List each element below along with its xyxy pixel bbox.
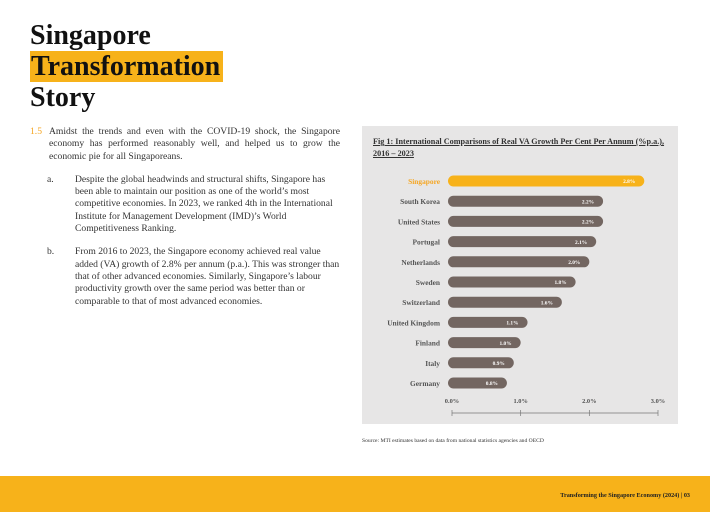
footer-separator: | bbox=[680, 492, 683, 499]
data-label: 0.8% bbox=[485, 381, 498, 388]
bar-portugal bbox=[448, 236, 596, 247]
paragraph-text: Amidst the trends and even with the COVID-19 shock, the Singapore economy has performed reasonably well, and helped us to grow the economic pie for all Singaporeans. bbox=[49, 126, 340, 162]
title-highlight: Transformation bbox=[30, 51, 223, 82]
source-note: Source: MTI estimates based on data from national statistics agencies and OECD bbox=[362, 438, 544, 444]
bar-singapore bbox=[448, 176, 644, 187]
bar-germany bbox=[448, 378, 507, 389]
data-label: 1.8% bbox=[554, 280, 567, 287]
category-label: Italy bbox=[425, 358, 440, 368]
data-label: 0.9% bbox=[492, 361, 505, 367]
list-item-b bbox=[30, 246, 340, 307]
bar-united-states bbox=[448, 216, 603, 227]
category-label: South Korea bbox=[400, 197, 440, 207]
list-item-text: From 2016 to 2023, the Singapore economy achieved real value added (VA) growth of 2.8% per annum (p.a.). This was stronger than that of other advanced economies. Similarly, Singapore’s labour productivity growth over the same period was better than or comparable to that of most advanced economies. bbox=[75, 246, 340, 307]
category-label: United States bbox=[397, 217, 440, 227]
category-label: Switzerland bbox=[402, 298, 440, 308]
category-label: Finland bbox=[415, 338, 440, 348]
title-line-3: Story bbox=[30, 82, 96, 113]
list-item-letter: a. bbox=[47, 173, 54, 185]
bar-south-korea bbox=[448, 196, 603, 207]
data-label: 2.0% bbox=[568, 260, 581, 266]
footer-title: Transforming the Singapore Economy (2024) bbox=[560, 492, 680, 499]
x-tick-label: 2.0% bbox=[582, 398, 597, 405]
data-label: 1.0% bbox=[499, 340, 512, 347]
footer-bar bbox=[0, 476, 710, 512]
data-label: 1.6% bbox=[540, 300, 553, 307]
page-title bbox=[30, 20, 223, 113]
x-tick-label: 0.0% bbox=[444, 398, 460, 405]
bar-chart bbox=[362, 126, 678, 424]
page-number: 03 bbox=[683, 492, 690, 499]
data-label: 2.2% bbox=[581, 199, 595, 206]
title-line-1: Singapore bbox=[30, 20, 151, 51]
category-label: United Kingdom bbox=[387, 318, 440, 328]
body-text bbox=[30, 126, 340, 308]
category-label: Netherlands bbox=[401, 257, 440, 267]
paragraph-number: 1.5 bbox=[30, 126, 42, 137]
list-item-letter: b. bbox=[47, 246, 55, 258]
data-label: 2.2% bbox=[581, 219, 595, 226]
x-tick-label: 3.0% bbox=[650, 398, 666, 405]
category-label: Singapore bbox=[408, 177, 440, 186]
footer-text bbox=[560, 492, 690, 499]
data-label: 2.1% bbox=[575, 239, 588, 246]
category-label: Germany bbox=[410, 379, 440, 388]
chart-panel bbox=[362, 126, 678, 424]
category-label: Portugal bbox=[412, 237, 440, 247]
title-line-2 bbox=[30, 51, 223, 82]
paragraph-1-5 bbox=[30, 126, 340, 163]
x-tick-label: 1.0% bbox=[513, 398, 528, 405]
list-item-text: Despite the global headwinds and structural shifts, Singapore has been able to maintain our position as one of the world’s most competitive economies. In 2023, we ranked 4th in the International Institute for Management Development (IMD)’s World Competitiveness Ranking. bbox=[75, 173, 333, 235]
data-label: 1.1% bbox=[506, 320, 519, 327]
list-item-a bbox=[30, 174, 340, 235]
chart-title: Fig 1: International Comparisons of Real VA Growth Per Cent Per Annum (%p.a.), 2016 – 2023 bbox=[373, 137, 665, 158]
category-label: Sweden bbox=[415, 278, 440, 287]
data-label: 2.8% bbox=[623, 179, 636, 186]
